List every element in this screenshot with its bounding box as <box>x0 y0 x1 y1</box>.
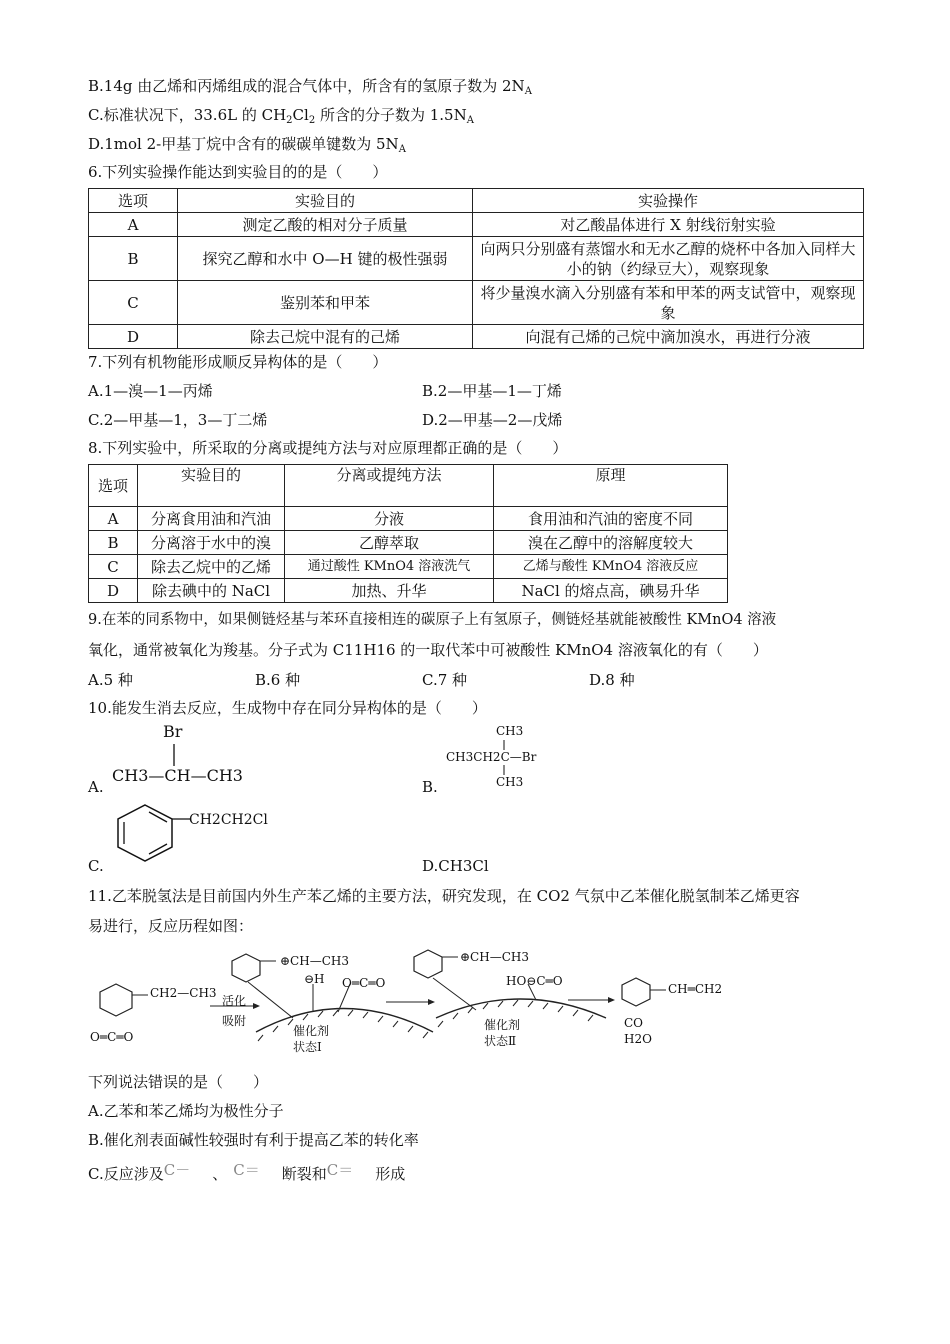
fig-styrene: CH═CH2 <box>668 982 723 996</box>
q6-cell: C <box>89 281 178 325</box>
q10-option-b: B. <box>422 778 438 796</box>
fig-ethyl: CH2—CH3 <box>150 986 217 1000</box>
q6-cell: 探究乙醇和水中 O—H 键的极性强弱 <box>178 237 473 281</box>
q8-cell: C <box>89 555 138 579</box>
q10-option-d: D.CH3Cl <box>422 857 489 875</box>
fig-state1: 状态Ⅰ <box>293 1040 322 1054</box>
q7-stem: 7.下列有机物能形成顺反异构体的是（ ） <box>88 353 388 371</box>
q8-cell: 分离溶于水中的溴 <box>138 531 285 555</box>
q10-b-top: CH3 <box>496 724 524 738</box>
q11-line1: 11.乙苯脱氢法是目前国内外生产苯乙烯的主要方法，研究发现，在 CO2 气氛中乙苯催化脱氢制苯乙烯更容 <box>88 887 800 905</box>
q8-cell: A <box>89 507 138 531</box>
q5-option-c: C.标准状况下，33.6L 的 $CH_2Cl_2$ 所含的分子数为 $1.5N_A$ <box>88 106 474 126</box>
q6-cell: 将少量溴水滴入分别盛有苯和甲苯的两支试管中，观察现象 <box>473 281 864 325</box>
q5-option-d: D.1mol 2-甲基丁烷中含有的碳碳单键数为 $5N_A$ <box>88 135 406 155</box>
q9-option-d: D.8 种 <box>589 671 635 689</box>
q10-b-bot: CH3 <box>496 775 524 789</box>
q10-option-a: A. <box>88 778 104 796</box>
q6-header: 实验操作 <box>473 189 864 213</box>
q8-cell: D <box>89 579 138 603</box>
fig-state2: 状态Ⅱ <box>484 1034 517 1048</box>
fig-hoc: HO⊖C═O <box>506 974 563 988</box>
q10-option-c: C. <box>88 857 104 875</box>
q9-option-b: B.6 种 <box>255 671 301 689</box>
q8-cell: 乙醇萃取 <box>285 531 494 555</box>
q10-a-br: Br <box>163 722 183 741</box>
q6-cell: 向混有己烯的己烷中滴加溴水，再进行分液 <box>473 325 864 349</box>
q6-cell: B <box>89 237 178 281</box>
q9-option-a: A.5 种 <box>88 671 133 689</box>
fig-cat2: 催化剂 <box>484 1018 521 1032</box>
q10-c-sub: CH2CH2Cl <box>189 812 268 828</box>
q6-cell: D <box>89 325 178 349</box>
fig-co2: O═C═O <box>90 1030 134 1044</box>
reaction-mechanism-diagram <box>88 940 748 1065</box>
fig-ion2: ⊕CH—CH3 <box>460 950 529 964</box>
q11-option-a: A.乙苯和苯乙烯均为极性分子 <box>88 1102 284 1120</box>
q8-cell: 食用油和汽油的密度不同 <box>494 507 728 531</box>
fig-co: CO <box>624 1016 644 1030</box>
q8-table <box>88 464 728 603</box>
q8-cell: 除去乙烷中的乙烯 <box>138 555 285 579</box>
q6-cell: 除去己烷中混有的己烯 <box>178 325 473 349</box>
fig-h-minus: ⊖H <box>304 972 325 986</box>
q6-header: 实验目的 <box>178 189 473 213</box>
q8-cell: 除去碘中的 NaCl <box>138 579 285 603</box>
q8-cell: 乙烯与酸性 KMnO4 溶液反应 <box>494 555 728 579</box>
q10-b-bond-top <box>502 740 506 750</box>
q8-cell: NaCl 的熔点高，碘易升华 <box>494 579 728 603</box>
q7-option-a: A.1—溴—1—丙烯 <box>88 382 213 400</box>
q6-cell: 测定乙酸的相对分子质量 <box>178 213 473 237</box>
q6-header: 选项 <box>89 189 178 213</box>
fig-oco: O═C═O <box>342 976 386 990</box>
q8-stem: 8.下列实验中，所采取的分离或提纯方法与对应原理都正确的是（ ） <box>88 439 568 457</box>
q7-option-c: C.2—甲基—1，3—丁二烯 <box>88 411 268 429</box>
fig-ion1: ⊕CH—CH3 <box>280 954 349 968</box>
fig-adsorb: 吸附 <box>222 1014 247 1028</box>
q10-b-bond-bot <box>502 765 506 775</box>
q6-table <box>88 188 864 349</box>
q7-option-d: D.2—甲基—2—戊烯 <box>422 411 563 429</box>
q8-cell: B <box>89 531 138 555</box>
q9-line2: 氧化，通常被氧化为羧基。分子式为 C11H16 的一取代苯中可被酸性 KMnO4 溶液氧化的有（ ） <box>88 641 768 659</box>
q8-header: 原理 <box>494 465 728 507</box>
q9-line1: 9.在苯的同系物中，如果侧链烃基与苯环直接相连的碳原子上有氢原子，侧链烃基就能被酸性 KMnO4 溶液 <box>88 612 777 628</box>
q9-option-c: C.7 种 <box>422 671 468 689</box>
q10-b-mid: CH3CH2C—Br <box>446 750 537 764</box>
q6-stem: 6.下列实验操作能达到实验目的的是（ ） <box>88 163 388 181</box>
q10-a-chain: CH3—CH—CH3 <box>112 766 243 785</box>
q6-cell: 向两只分别盛有蒸馏水和无水乙醇的烧杯中各加入同样大小的钠（约绿豆大），观察现象 <box>473 237 864 281</box>
q11-ask: 下列说法错误的是（ ） <box>88 1073 269 1091</box>
q8-cell: 通过酸性 KMnO4 溶液洗气 <box>285 555 494 579</box>
q11-option-c: C.反应涉及C－ 、 C＝ 断裂和C＝ 形成 <box>88 1161 406 1183</box>
q6-cell: A <box>89 213 178 237</box>
fig-activate: 活化 <box>222 994 247 1008</box>
q8-header: 分离或提纯方法 <box>285 465 494 507</box>
q8-header: 选项 <box>89 465 138 507</box>
q10-c-benzene <box>108 800 198 866</box>
q7-option-b: B.2—甲基—1—丁烯 <box>422 382 562 400</box>
q8-header: 实验目的 <box>138 465 285 507</box>
q8-cell: 分离食用油和汽油 <box>138 507 285 531</box>
q8-cell: 溴在乙醇中的溶解度较大 <box>494 531 728 555</box>
q11-line2: 易进行，反应历程如图： <box>88 917 254 935</box>
q6-cell: 鉴别苯和甲苯 <box>178 281 473 325</box>
q5-option-b: B.14g 由乙烯和丙烯组成的混合气体中，所含有的氢原子数为 $2N_A$ <box>88 77 532 97</box>
q11-option-b: B.催化剂表面碱性较强时有利于提高乙苯的转化率 <box>88 1131 419 1149</box>
q6-cell: 对乙酸晶体进行 X 射线衍射实验 <box>473 213 864 237</box>
fig-cat1: 催化剂 <box>293 1024 330 1038</box>
q10-a-bond <box>172 744 176 766</box>
q8-cell: 加热、升华 <box>285 579 494 603</box>
fig-h2o: H2O <box>624 1032 652 1046</box>
q10-stem: 10.能发生消去反应，生成物中存在同分异构体的是（ ） <box>88 699 487 717</box>
q8-cell: 分液 <box>285 507 494 531</box>
